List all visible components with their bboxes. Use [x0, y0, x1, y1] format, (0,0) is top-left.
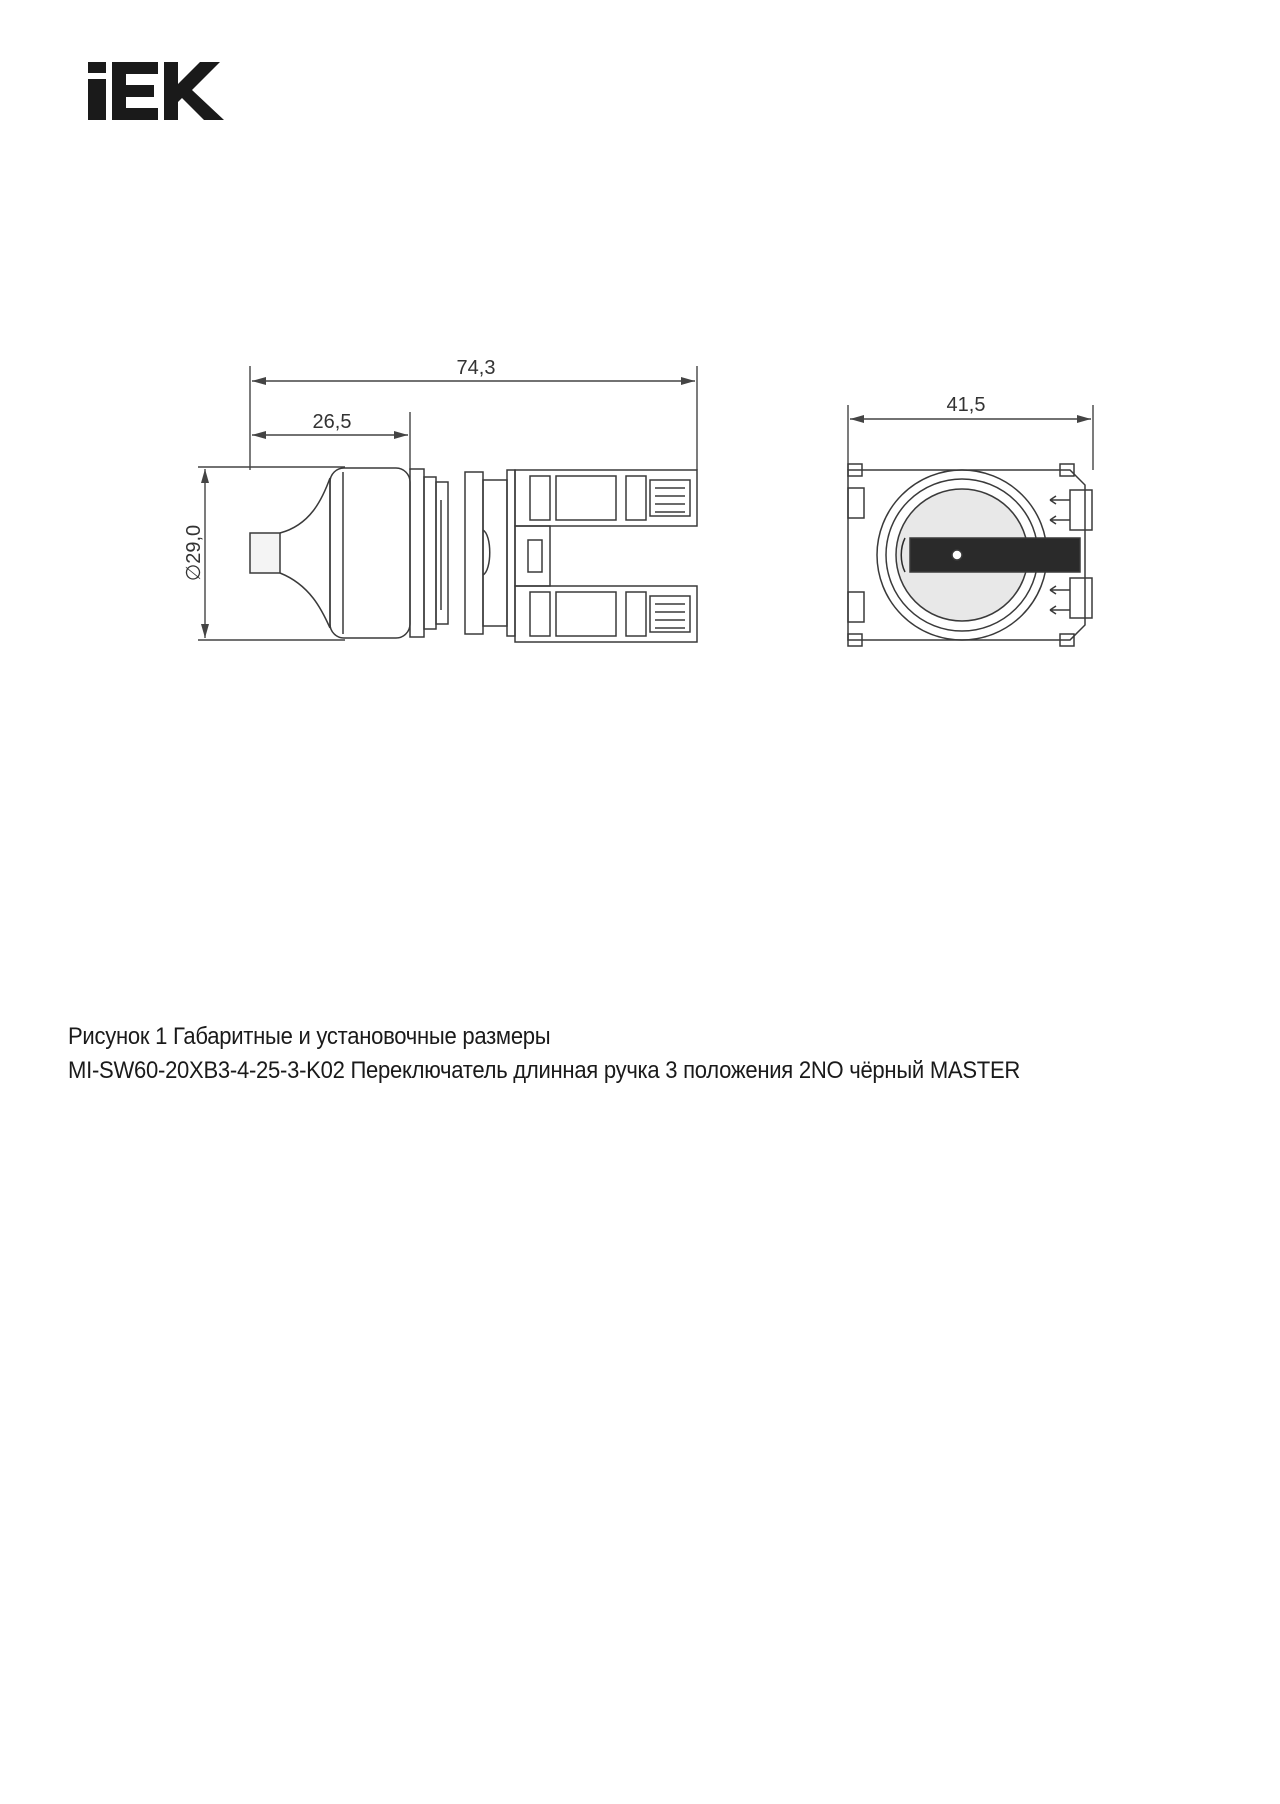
figure-caption-title: Рисунок 1 Габаритные и установочные размеры [68, 1023, 551, 1050]
front-view [848, 464, 1092, 646]
side-view [250, 468, 697, 642]
dimension-overall-length: 74,3 [456, 357, 496, 379]
dimension-handle-length: 26,5 [312, 411, 352, 433]
technical-drawing [0, 0, 1280, 700]
dimension-width: 41,5 [946, 394, 986, 416]
dimension-diameter: ∅29,0 [183, 524, 205, 582]
figure-caption-description: MI-SW60-20XB3-4-25-3-K02 Переключатель длинная ручка 3 положения 2NO чёрный MASTER [68, 1057, 1021, 1084]
